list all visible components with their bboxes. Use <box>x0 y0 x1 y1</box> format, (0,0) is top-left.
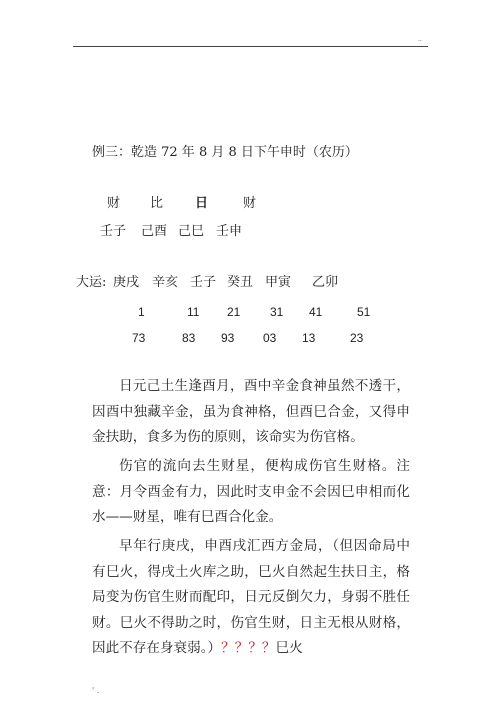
dayun-year-3: 93 <box>221 331 235 345</box>
dayun-label: 大运: <box>76 275 107 290</box>
dayun-pillar-1: 庚戌 <box>113 275 140 290</box>
dayun-year-4: 03 <box>263 331 277 345</box>
question-marks: ？？？？ <box>221 640 276 656</box>
paragraph-3-container <box>92 534 410 662</box>
dayun-age-6: 51 <box>357 305 371 319</box>
dayun-row <box>0 276 500 292</box>
dayun-age-5: 41 <box>309 305 323 319</box>
paragraph-2: 伤官的流向去生财星，便构成伤官生财格。注意：月令酉金有力，因此时支申金不会因巳申相而化水——财星，唯有巳酉合化金。 <box>92 458 410 525</box>
dayun-year-2: 83 <box>182 331 196 345</box>
header-corner-mark: .. <box>418 36 422 43</box>
dayun-ages-row <box>0 306 500 322</box>
example-title: 例三：乾造 72 年 8 月 8 日下午申时（农历） <box>92 145 358 160</box>
footer-mark: ' . <box>92 686 100 695</box>
dayun-age-2: 11 <box>187 305 200 319</box>
pillar-year: 壬子 <box>100 224 127 239</box>
dayun-age-4: 31 <box>270 305 284 319</box>
pillar-month: 己酉 <box>141 224 168 239</box>
dayun-year-1: 73 <box>132 331 146 345</box>
paragraph-1: 日元己土生逢酉月，酉中辛金食神虽然不透干，因酉中独藏辛金，虽为食神格，但酉巳合金，又得申金扶助，食多为伤的原则，该命实为伤官格。 <box>92 378 410 445</box>
header-rule <box>73 46 428 47</box>
pillars-row <box>0 225 500 241</box>
dayun-year-6: 23 <box>350 331 364 345</box>
dayun-pillar-6: 乙卯 <box>312 275 339 290</box>
pillar-hour: 壬申 <box>216 224 243 239</box>
dayun-pillar-4: 癸丑 <box>227 275 254 290</box>
dayun-pillar-3: 壬子 <box>190 275 217 290</box>
ten-god-year: 财 <box>107 196 121 211</box>
ten-god-hour: 财 <box>243 196 257 211</box>
dayun-age-1: 1 <box>138 305 145 319</box>
paragraph-3-tail: 巳火 <box>275 640 303 656</box>
ten-god-day: 日 <box>195 196 209 211</box>
dayun-years-row <box>0 332 500 348</box>
pillar-day: 己巳 <box>178 224 205 239</box>
dayun-pillar-2: 辛亥 <box>152 275 179 290</box>
dayun-age-3: 21 <box>227 305 241 319</box>
ten-gods-row <box>0 197 500 213</box>
dayun-pillar-5: 甲寅 <box>265 275 292 290</box>
ten-god-month: 比 <box>150 196 164 211</box>
paragraph-3: 早年行庚戌，申酉戌汇西方金局，（但因命局中有巳火，得戌土火库之助，巳火自然起生扶日主，格局变为伤官生财而配印，日元反倒欠力，身弱不胜任财。巳火不得助之时，伤官生财，日主无根从财格，因此不存在身衰弱。） <box>92 538 410 656</box>
dayun-year-5: 13 <box>302 331 316 345</box>
